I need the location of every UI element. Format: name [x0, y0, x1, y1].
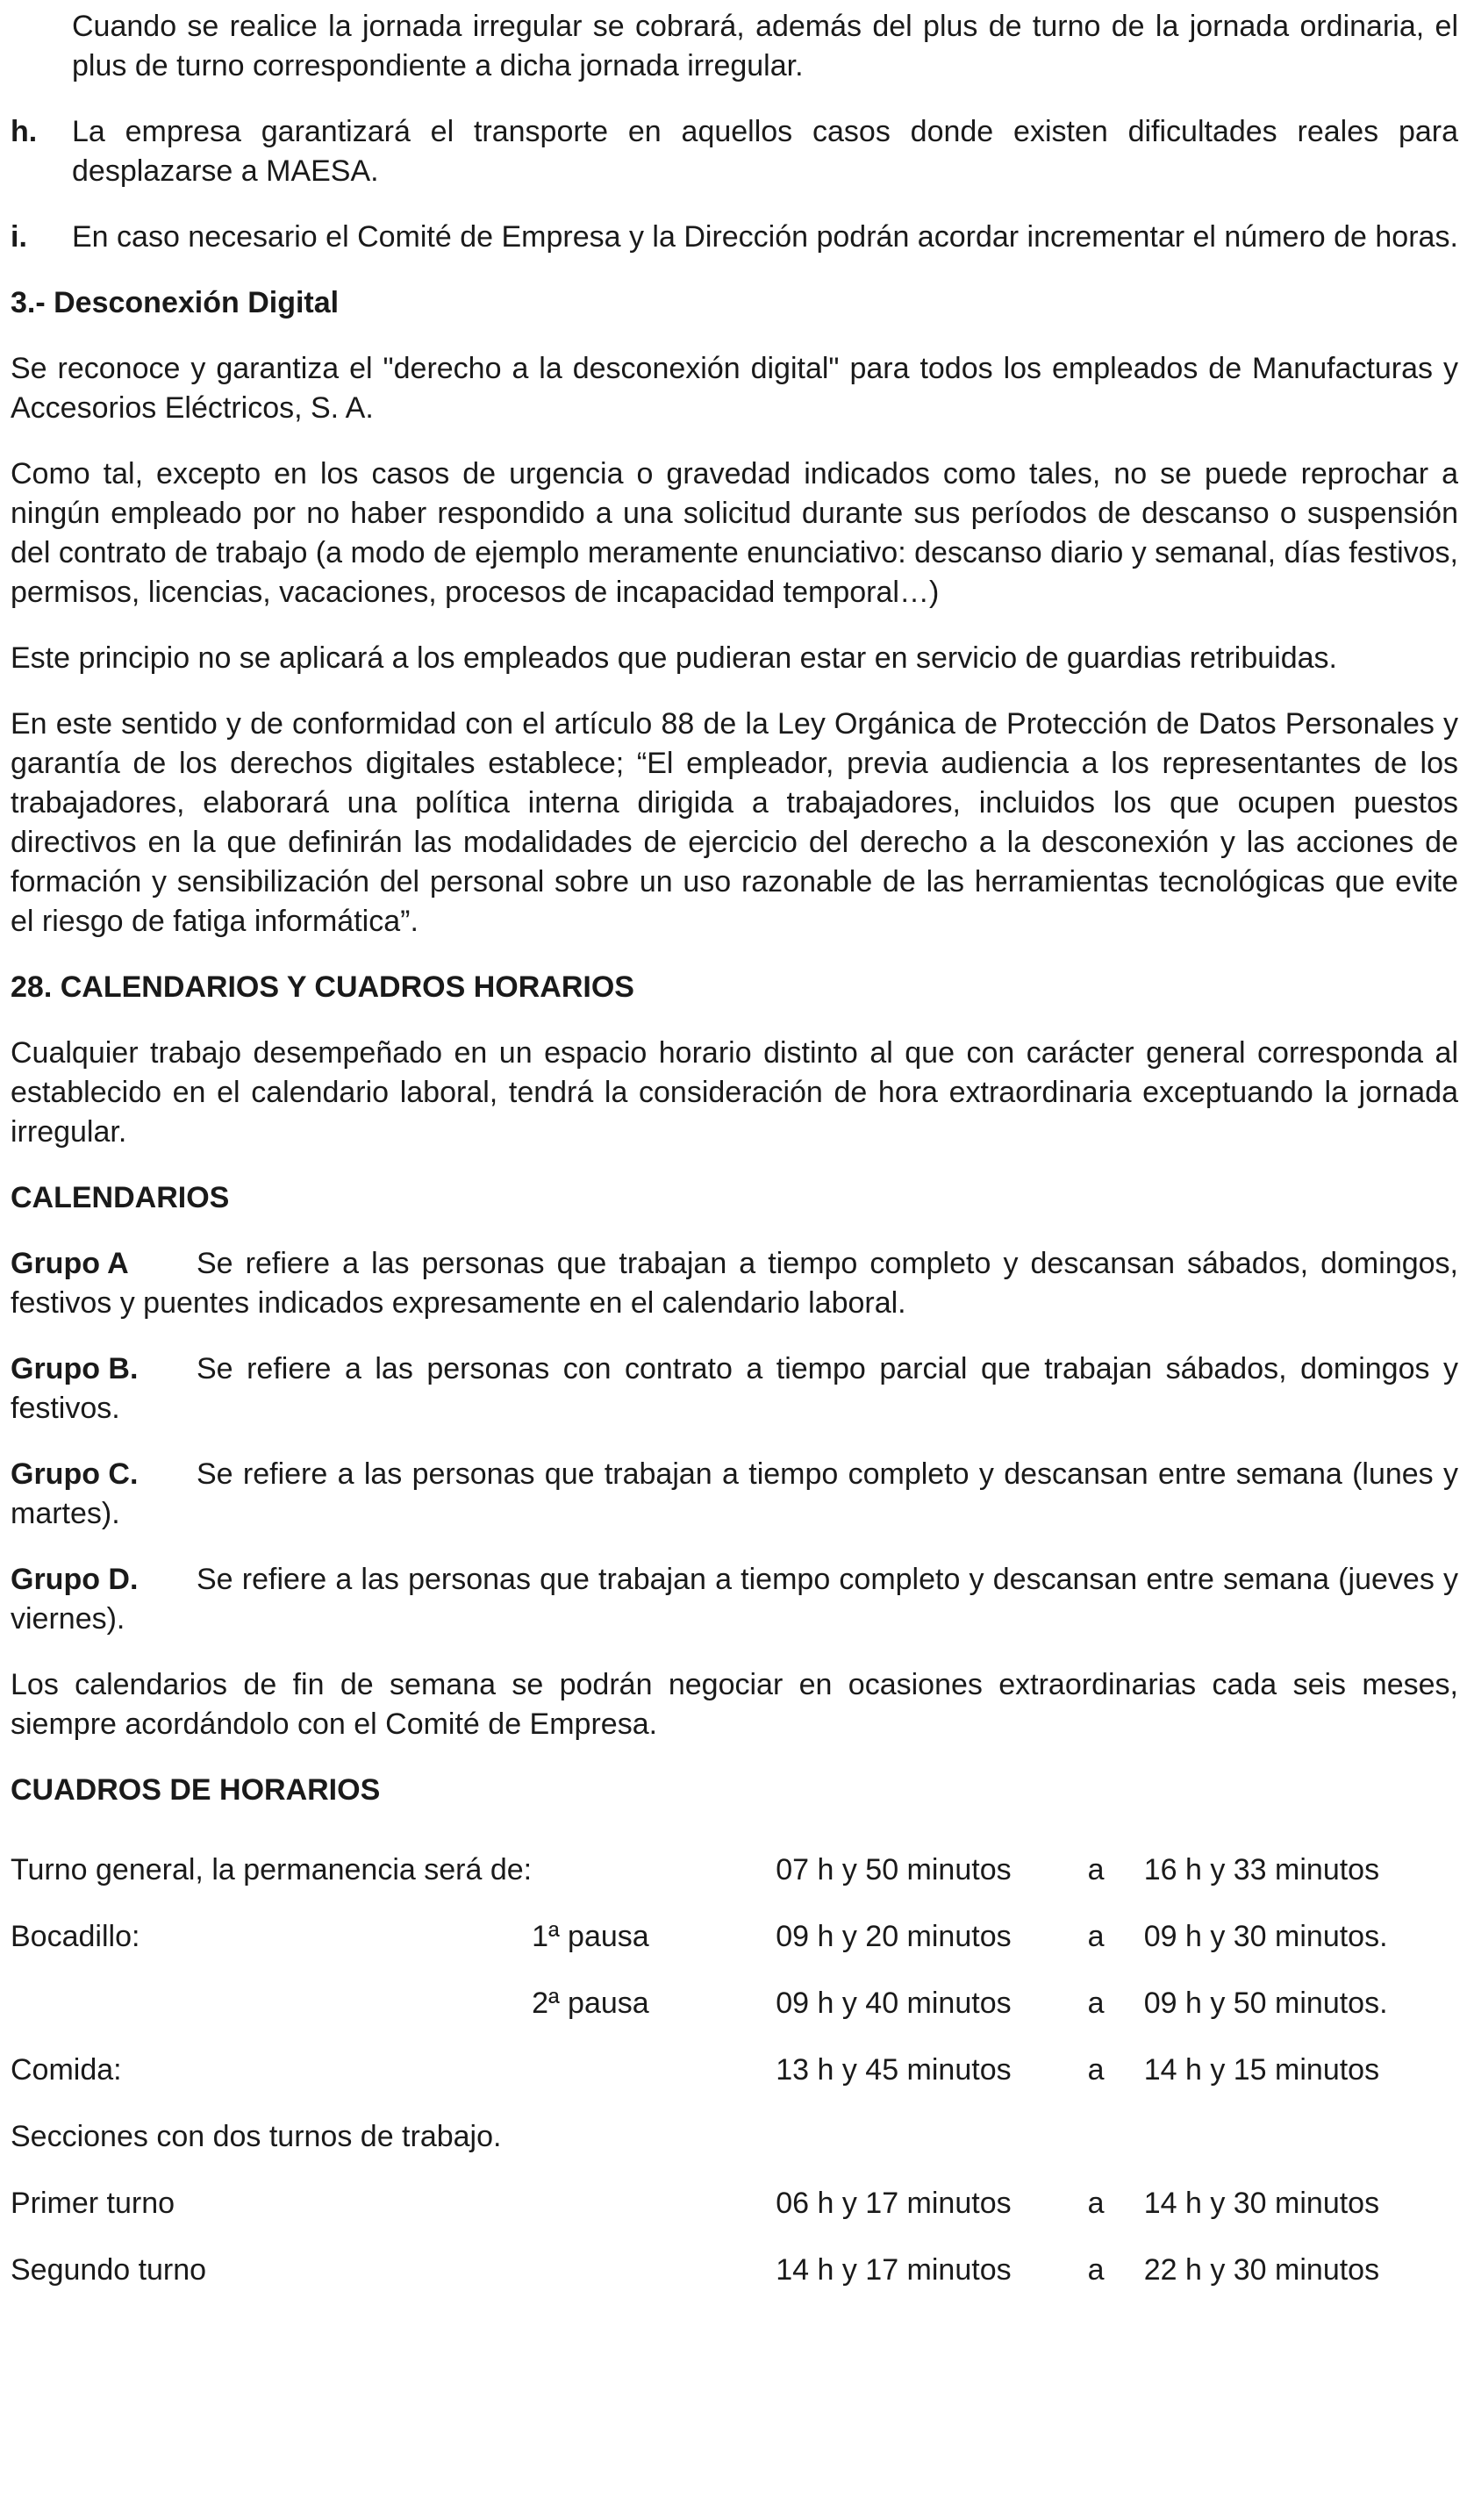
schedule-from: 09 h y 20 minutos — [776, 1919, 1012, 1953]
group-label: Grupo C. — [11, 1457, 139, 1491]
schedule-label: Bocadillo: — [11, 1919, 140, 1953]
schedule-to: 14 h y 30 minutos — [1143, 2186, 1380, 2220]
document-page — [11, 7, 1458, 2303]
section-3-paragraph: Se reconoce y garantiza el "derecho a la desconexión digital" para todos los empleados de Manufacturas y Accesorios Eléctricos, S. A. — [11, 352, 1458, 425]
section-28-paragraph: Cualquier trabajo desempeñado en un espacio horario distinto al que con carácter general corresponda al establecido en el calendario laboral, tendrá la consideración de hora extraordinaria exceptuando la jornada irregular. — [11, 1036, 1458, 1149]
schedule-label: Secciones con dos turnos de trabajo. — [11, 2119, 502, 2153]
schedule-sub — [532, 1836, 776, 1903]
section-28-title: 28. CALENDARIOS Y CUADROS HORARIOS — [11, 970, 634, 1004]
group-label: Grupo A — [11, 1247, 129, 1280]
group-label: Grupo D. — [11, 1563, 139, 1596]
intro-continuation: Cuando se realice la jornada irregular se cobrará, además del plus de turno de la jornada ordinaria, el plus de turno correspondiente a dicha jornada irregular. — [72, 10, 1458, 82]
table-row — [11, 2037, 1449, 2103]
schedule-label: Turno general, la permanencia será de: — [11, 1852, 533, 1886]
schedule-from: 07 h y 50 minutos — [776, 1852, 1012, 1886]
section-3-title: 3.- Desconexión Digital — [11, 286, 340, 319]
group-text: Se refiere a las personas con contrato a tiempo parcial que trabajan sábados, domingos y festivos. — [11, 1352, 1458, 1425]
schedule-sep: a — [1087, 2052, 1105, 2087]
section-3-paragraph: En este sentido y de conformidad con el artículo 88 de la Ley Orgánica de Protección de Datos Personales y garantía de los derechos digitales establece; “El empleador, previa audiencia a los representantes de los trabajadores, elaborará una política interna dirigida a trabajadores, incluidos los que ocupen puestos directivos en la que definirán las modalidades de ejercicio del derecho a la desconexión y las acciones de formación y sensibilización del personal sobre un uso razonable de las herramientas tecnológicas que evite el riesgo de fatiga informática”. — [11, 707, 1458, 938]
schedule-from: 09 h y 40 minutos — [776, 1986, 1012, 2020]
schedule-sub — [532, 2037, 776, 2103]
list-item-text: La empresa garantizará el transporte en aquellos casos donde existen dificultades reales para desplazarse a MAESA. — [72, 115, 1458, 188]
table-row — [11, 2103, 1449, 2170]
schedule-sep: a — [1087, 1986, 1105, 2020]
table-row — [11, 2237, 1449, 2303]
section-3-paragraph: Este principio no se aplicará a los empleados que pudieran estar en servicio de guardias retribuidas. — [11, 641, 1337, 675]
schedule-to: 09 h y 30 minutos. — [1143, 1919, 1388, 1953]
schedule-sep: a — [1087, 1852, 1105, 1886]
schedule-label — [11, 1970, 532, 2037]
list-item-h — [11, 112, 1458, 191]
cuadros-title: CUADROS DE HORARIOS — [11, 1773, 381, 1807]
group-text: Se refiere a las personas que trabajan a tiempo completo y descansan entre semana (jueves y viernes). — [11, 1563, 1458, 1636]
list-item-i — [11, 218, 1458, 257]
schedule-sub: 1ª pausa — [532, 1919, 649, 1953]
section-3-paragraph: Como tal, excepto en los casos de urgencia o gravedad indicados como tales, no se puede reprochar a ningún empleado por no haber respondido a una solicitud durante sus períodos de descanso o suspensión del contrato de trabajo (a modo de ejemplo meramente enunciativo: descanso diario y semanal, días festivos, permisos, licencias, vacaciones, procesos de incapacidad temporal…) — [11, 457, 1458, 609]
schedule-from: 13 h y 45 minutos — [776, 2052, 1012, 2087]
list-item-text: En caso necesario el Comité de Empresa y la Dirección podrán acordar incrementar el número de horas. — [72, 220, 1458, 254]
schedule-sep — [1088, 2103, 1144, 2170]
group-d — [11, 1560, 1458, 1639]
table-row — [11, 2170, 1449, 2237]
group-c — [11, 1455, 1458, 1534]
schedule-sep: a — [1087, 2186, 1105, 2220]
table-row — [11, 1836, 1449, 1903]
list-marker: h. — [11, 115, 38, 148]
schedule-to — [1144, 2103, 1449, 2170]
schedule-sep: a — [1087, 2252, 1105, 2287]
group-b — [11, 1349, 1458, 1428]
schedule-to: 14 h y 15 minutos — [1143, 2052, 1380, 2087]
schedule-label: Comida: — [11, 2052, 122, 2087]
list-marker: i. — [11, 220, 27, 254]
schedule-from — [776, 2103, 1087, 2170]
schedule-sub: 2ª pausa — [532, 1986, 649, 2020]
schedule-sub — [532, 2237, 776, 2303]
schedule-table — [11, 1836, 1449, 2303]
schedule-label: Primer turno — [11, 2186, 175, 2220]
schedule-to: 16 h y 33 minutos — [1143, 1852, 1380, 1886]
schedule-to: 22 h y 30 minutos — [1143, 2252, 1380, 2287]
group-a — [11, 1244, 1458, 1323]
group-text: Se refiere a las personas que trabajan a tiempo completo y descansan sábados, domingos, festivos y puentes indicados expresamente en el calendario laboral. — [11, 1247, 1458, 1320]
group-label: Grupo B. — [11, 1352, 139, 1385]
table-row — [11, 1970, 1449, 2037]
schedule-from: 06 h y 17 minutos — [776, 2186, 1012, 2220]
schedule-to: 09 h y 50 minutos. — [1143, 1986, 1388, 2020]
schedule-from: 14 h y 17 minutos — [776, 2252, 1012, 2287]
calendarios-title: CALENDARIOS — [11, 1181, 230, 1214]
schedule-sub — [532, 2170, 776, 2237]
calendarios-note: Los calendarios de fin de semana se podrán negociar en ocasiones extraordinarias cada seis meses, siempre acordándolo con el Comité de Empresa. — [11, 1668, 1458, 1741]
table-row — [11, 1903, 1449, 1970]
group-text: Se refiere a las personas que trabajan a tiempo completo y descansan entre semana (lunes y martes). — [11, 1457, 1458, 1530]
schedule-label: Segundo turno — [11, 2252, 207, 2287]
schedule-sep: a — [1087, 1919, 1105, 1953]
